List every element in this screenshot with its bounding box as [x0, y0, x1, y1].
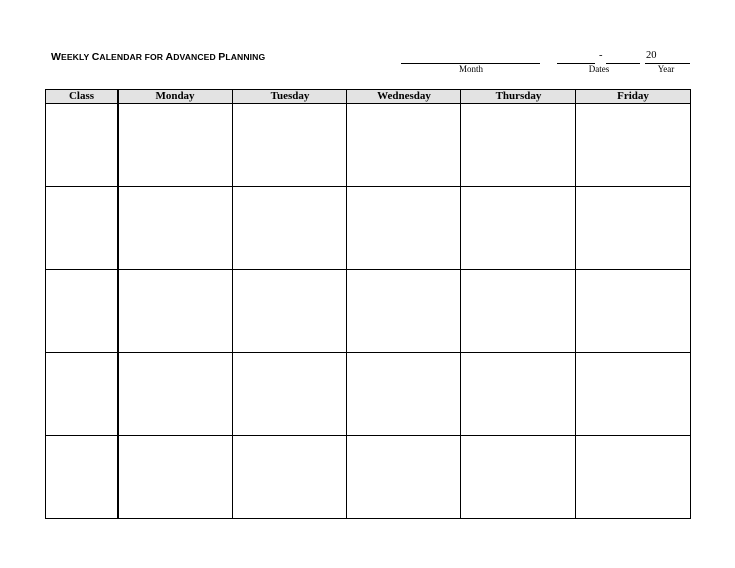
title-part: ALENDAR FOR — [99, 52, 166, 62]
page-title — [51, 51, 265, 63]
calendar-row-1[interactable] — [46, 104, 690, 186]
column-header-thursday: Thursday — [495, 90, 542, 102]
column-header-friday: Friday — [617, 90, 649, 102]
calendar-row-4[interactable] — [46, 353, 690, 435]
year-label: Year — [657, 64, 675, 74]
column-header-tuesday: Tuesday — [270, 90, 310, 102]
calendar-row-5[interactable] — [46, 436, 690, 518]
column-header-wednesday: Wednesday — [377, 90, 431, 102]
title-part: EEKLY — [61, 52, 92, 62]
month-label: Month — [458, 64, 483, 74]
title-part: DVANCED — [173, 52, 219, 62]
dates-label: Dates — [588, 64, 610, 74]
title-part: P — [218, 51, 226, 63]
column-header-monday: Monday — [155, 90, 195, 102]
calendar-row-2[interactable] — [46, 187, 690, 269]
year-prefix: 20 — [646, 50, 657, 61]
title-part: W — [51, 51, 62, 63]
dates-separator: - — [599, 50, 603, 61]
title-part: LANNING — [225, 52, 266, 62]
title-part: C — [91, 51, 100, 63]
weekly-calendar-grid — [45, 89, 691, 519]
column-header-class: Class — [68, 90, 95, 102]
title-part: A — [165, 51, 174, 63]
calendar-row-3[interactable] — [46, 270, 690, 352]
